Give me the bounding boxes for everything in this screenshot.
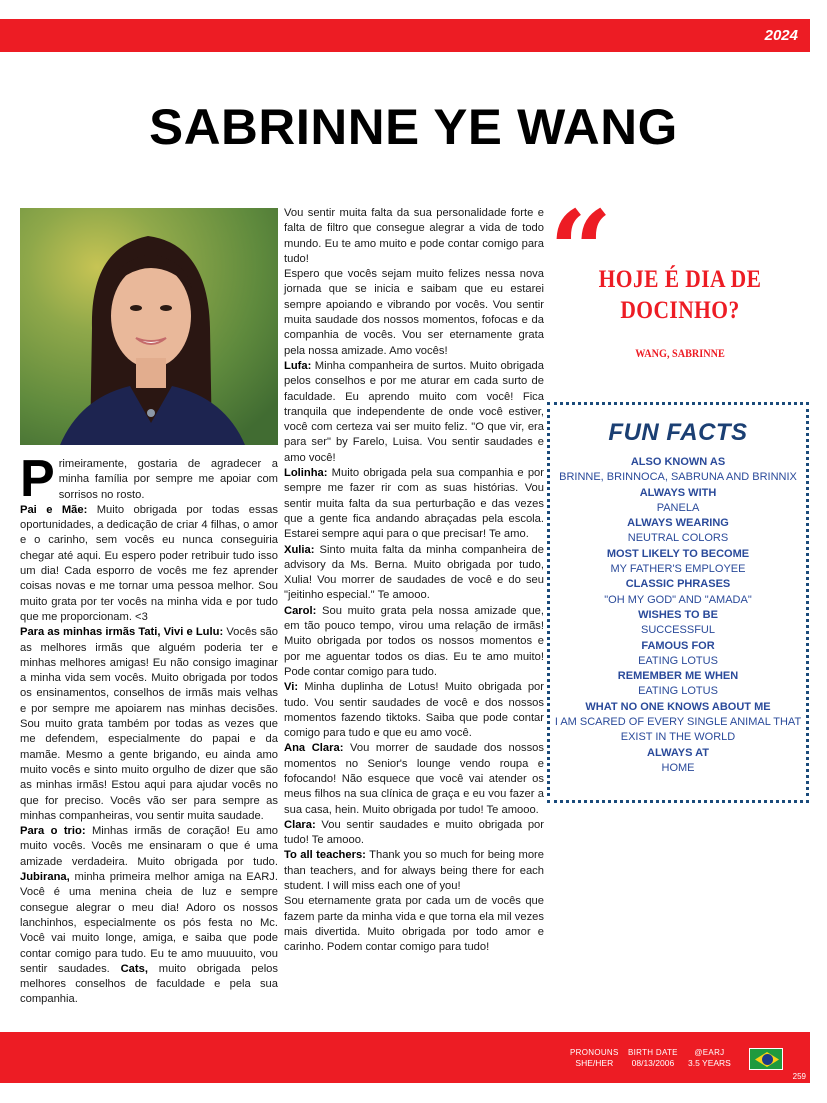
dedication <box>20 824 278 1008</box>
dedication-text: Thank you so much for being more than teachers, and for always being there for each student. I will miss each one of you! <box>284 849 544 893</box>
fact-value: SUCCESSFUL <box>641 624 715 637</box>
message-column-1 <box>20 450 278 1008</box>
fact-value: I AM SCARED OF EVERY SINGLE ANIMAL THAT EXIST IN THE WORLD <box>554 716 802 744</box>
intro-paragraph <box>20 450 278 508</box>
dedication-text: Vou morrer de saudade dos nossos momentos no Senior's lounge vendo roupa e fofocando! Não esquece que você vai atender os meus filhos na sua clínica de graça e eu vou fazer a sua casa, hein. Muito obrigada por tudo! Te amooo. <box>284 742 544 816</box>
fact-value: NEUTRAL COLORS <box>627 532 729 545</box>
continued-paragraph: Vou sentir muita falta da sua personalidade forte e falta de filtro que consegue alegrar a vida de todo mundo. Eu te amo muito e pode contar comigo para tudo! <box>284 207 544 265</box>
dedication-name: Vi: <box>284 681 299 694</box>
student-name-title: SABRINNE YE WANG <box>149 99 678 155</box>
earj-label: @EARJ <box>694 1048 725 1057</box>
dedication-name: Carol: <box>284 604 317 617</box>
fact-value: "OH MY GOD" AND "AMADA" <box>604 593 752 606</box>
drop-cap: P <box>20 450 55 508</box>
dedication <box>284 818 544 849</box>
dedication-text: Sinto muita falta da minha companheira de advisory da Ms. Berna. Muito obrigada por tudo, Xulia! Vou morrer de saudades de você e do seu "jeitinho especial." Te amooo. <box>284 543 544 602</box>
pronouns-value: SHE/HER <box>575 1058 614 1068</box>
closing-paragraph: Sou eternamente grata por cada um de vocês que fazem parte da minha vida e que torna ela mil vezes mais divertida. Muito obrigada por todo amor e carinho. Podem contar comigo para tudo! <box>284 895 544 954</box>
dedication-name: Lolinha: <box>284 467 328 480</box>
dedication <box>284 680 544 741</box>
brazil-flag-icon <box>749 1048 783 1070</box>
dedication-name: Para o trio: <box>20 825 86 838</box>
message-column-2 <box>284 206 544 956</box>
quote-author: WANG, SABRINNE <box>635 346 725 360</box>
dedication-text: Sou muito grata pela nossa amizade que, em tão pouco tempo, virou uma relação de irmãs! Muito obrigada por todos os nossos momentos e por me aguentar todos os dias. Eu te amo muito! Pode contar comigo para tudo. <box>284 604 544 678</box>
dedication <box>284 604 544 680</box>
dedication-name: Jubirana, <box>20 871 70 884</box>
dedication-text: Minhas irmãs de coração! Eu amo muito vocês. Vocês me ensinaram o que é uma amizade verdadeira. Muito obrigada por tudo. <box>20 825 278 868</box>
dedication <box>20 625 278 824</box>
dedication <box>284 543 544 604</box>
dedication-text: Minha duplinha de Lotus! Muito obrigada por tudo. Vou sentir saudades de você e dos nossos momentos fazendo tiktoks. Saiba que pode contar comigo para tudo e que eu amo você. <box>284 681 544 740</box>
fact-label: ALSO KNOWN AS <box>630 456 726 468</box>
dedication-text: Vou sentir saudades e muito obrigada por tudo! Te amooo. <box>284 818 544 847</box>
dedication-name: Clara: <box>284 818 316 831</box>
dedication <box>284 741 544 817</box>
fact-label: WHAT NO ONE KNOWS ABOUT ME <box>585 700 771 713</box>
fact-value: HOME <box>661 761 695 774</box>
pronouns-label: PRONOUNS <box>570 1048 619 1057</box>
birth-date-value: 08/13/2006 <box>631 1058 675 1068</box>
header-bar <box>0 19 810 52</box>
year-label: 2024 <box>764 27 798 44</box>
fun-facts-title: FUN FACTS <box>608 419 748 446</box>
flag-globe <box>762 1054 773 1065</box>
dedication-text: Muito obrigada por todas essas oportunidades, a dedicação de criar 4 filhas, o amor e o carinho, sem vocês eu nunca conseguiria chegar até aqui. Eu espero poder retribuir tudo isso um dia! Cada esporro de vocês me fez aprender coisas novas e me tornar uma pessoa melhor. Sou muito grata por ter vocês na minha vida e por tudo que me proporcionam. <3 <box>20 503 278 623</box>
dedication <box>20 503 278 625</box>
fact-label: ALWAYS WITH <box>639 486 717 499</box>
fact-label: MOST LIKELY TO BECOME <box>606 547 750 560</box>
fact-label: ALWAYS AT <box>647 746 709 759</box>
page-number: 259 <box>792 1072 806 1081</box>
dedication-name: Cats, <box>120 962 148 975</box>
dedication-name: To all teachers: <box>284 849 366 862</box>
fact-value: PANELA <box>656 501 700 514</box>
dedication-text: Minha companheira de surtos. Muito obrigada pelos conselhos e por me aturar em cada surto de faculdade. Eu aprendo muito com você! Fica tranquila que independente de onde você estiver, você com certeza vai ser muito feliz. "O que vir, era para ser" by Farelo, Luisa. Vou sentir saudades e amo você! <box>284 359 544 464</box>
dedication-text: muito obrigada pelos melhores conselhos de faculdade e pela sua companhia. <box>20 962 278 1006</box>
fact-value: BRINNE, BRINNOCA, SABRUNA AND BRINNIX <box>559 471 797 484</box>
dedication <box>284 359 544 466</box>
birth-date-info <box>628 1048 678 1068</box>
earj-info <box>688 1048 731 1068</box>
fact-label: FAMOUS FOR <box>641 639 715 652</box>
dedication-name: Pai e Mãe: <box>20 503 88 516</box>
dedication-text: Muito obrigada pela sua companhia e por sempre me fazer rir com as suas histórias. Vou sentir muita falta da sua perturbação e das vezes que a gente fica andando abraçadas pela escola. Estarei sempre aqui para o que precisar! Te amo. <box>284 467 544 541</box>
fact-value: MY FATHER'S EMPLOYEE <box>610 563 746 576</box>
pronouns-info <box>570 1048 619 1068</box>
fact-label: WISHES TO BE <box>638 608 718 621</box>
earj-years-value: 3.5 YEARS <box>688 1058 731 1068</box>
fun-facts-list <box>550 455 806 776</box>
dedication-name: Xulia: <box>284 543 315 556</box>
birth-date-label: BIRTH DATE <box>628 1048 678 1057</box>
dedication-name: Para as minhas irmãs Tati, Vivi e Lulu: <box>20 626 224 639</box>
fact-value: EATING LOTUS <box>638 654 718 667</box>
dedication <box>284 466 544 542</box>
fact-label: CLASSIC PHRASES <box>625 578 731 591</box>
group-paragraph: Espero que vocês sejam muito felizes nessa nova jornada que se inicia e saibam que eu estarei sempre apoiando e vibrando por vocês. Vou sentir muita saudade dos nossos momentos, fofocas e da companhia de vocês. Vou ser eternamente grata pela nossa amizade. Amo vocês! <box>284 268 544 357</box>
quote-text: HOJE É DIA DE DOCINHO? <box>598 266 762 324</box>
fun-facts-box <box>547 402 809 803</box>
fact-label: REMEMBER ME WHEN <box>617 670 739 683</box>
intro-text: rimeiramente, gostaria de agradecer a minha família por sempre me apoiar com sorrisos no rosto. <box>58 458 278 501</box>
fact-label: ALWAYS WEARING <box>627 517 729 530</box>
footer-bar <box>0 1032 810 1083</box>
dedication-text: minha primeira melhor amiga na EARJ. Você é uma menina cheia de luz e sempre consegue alegrar o meu dia! Adoro os nossos lanchinhos, especialmente os pós festa no Mc. Você vai muito longe, amiga, e saiba que pode contar comigo para tudo. Eu te amo muuuuito, vou sentir saudades. <box>20 871 278 975</box>
dedication-name: Lufa: <box>284 359 312 372</box>
dedication <box>284 848 544 894</box>
student-photo <box>20 208 278 445</box>
fact-value: EATING LOTUS <box>638 685 718 698</box>
dedication-text: Vocês são as melhores irmãs que alguém poderia ter e minhas melhores amigas! Eu não consigo imaginar a minha vida sem vocês. Muito obrigada por todos os ensinamentos, conselhos de irmãs mais velhas e por sempre me apoiarem nas minhas decisões. Sou muito grata também por todas as vezes que me defendem, especialmente do papai e da mamãe. Mesmo a gente brigando, eu ainda amo muito vocês e sinto muito orgulho de dizer que são as minhas irmãs! Estou aqui para ajudar vocês no que for preciso. Vocês vão ser para sempre as minhas companheiras, vou sentir muita saudade. <box>20 626 278 822</box>
portrait-image <box>20 208 278 445</box>
dedication-name: Ana Clara: <box>284 742 344 755</box>
quote-mark-icon: “ <box>549 186 613 315</box>
